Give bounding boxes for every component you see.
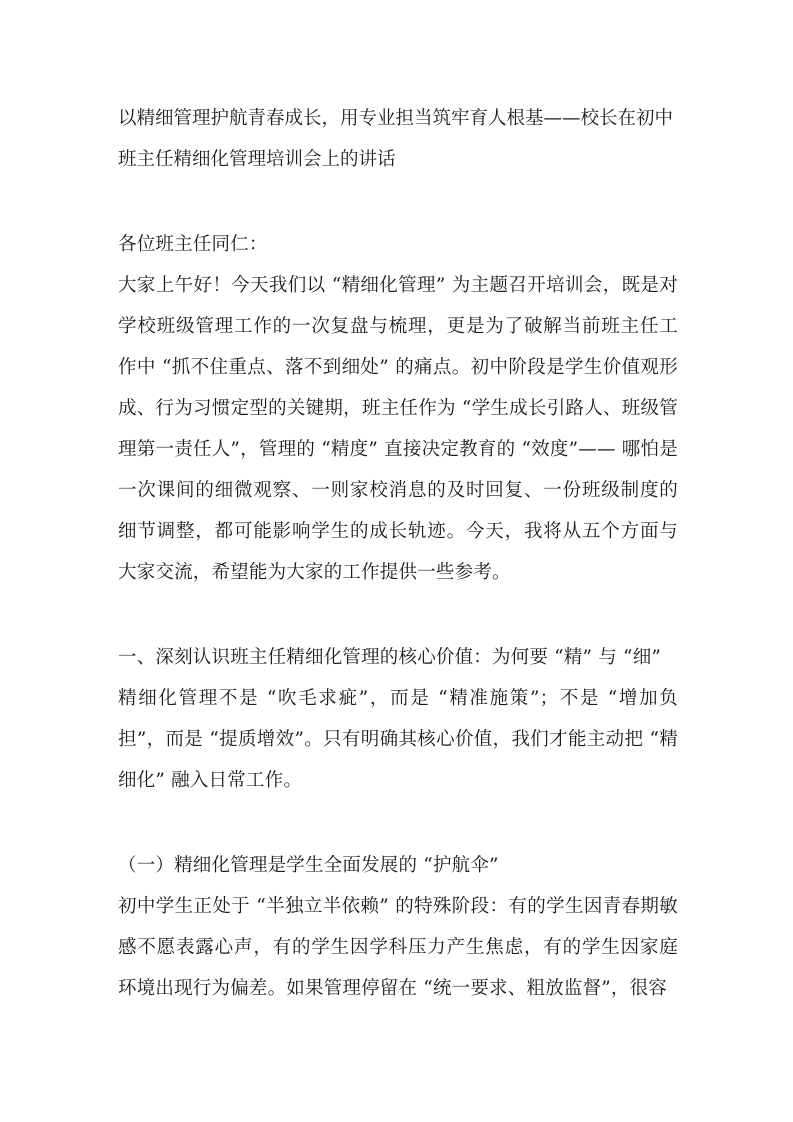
section-paragraph: 精细化管理不是 “吹毛求疵”，而是 “精准施策”；不是 “增加负担”，而是 “提质增效”。只有明确其核心价值，我们才能主动把 “精细化” 融入日常工作。 xyxy=(118,688,678,791)
intro-block xyxy=(118,224,678,593)
salutation: 各位班主任同仁： xyxy=(118,234,268,255)
subsection-heading: （一）精细化管理是学生全面发展的 “护航伞” xyxy=(118,855,499,876)
subsection-paragraph: 初中学生正处于 “半独立半依赖” 的特殊阶段：有的学生因青春期敏感不愿表露心声，有的学生因学科压力产生焦虑，有的学生因家庭环境出现行为偏差。如果管理停留在 “统一要求、粗放监督”，很容 xyxy=(118,896,678,999)
subsection-1-1 xyxy=(118,845,678,1009)
spacer xyxy=(118,593,678,637)
spacer xyxy=(118,801,678,845)
title-block xyxy=(118,98,678,180)
section-1 xyxy=(118,637,678,801)
intro-paragraph: 大家上午好！今天我们以 “精细化管理” 为主题召开培训会，既是对学校班级管理工作的一次复盘与梳理，更是为了破解当前班主任工作中 “抓不住重点、落不到细处” 的痛点。初中阶段是学生价值观形成、行为习惯定型的关键期，班主任作为 “学生成长引路人、班级管理第一责任人”，管理的 “精度” 直接决定教育的 “效度”—— 哪怕是一次课间的细微观察、一则家校消息的及时回复、一份班级制度的细节调整，都可能影响学生的成长轨迹。今天，我将从五个方面与大家交流，希望能为大家的工作提供一些参考。 xyxy=(118,275,678,583)
document-page xyxy=(118,98,678,1009)
spacer xyxy=(118,180,678,224)
section-heading: 一、深刻认识班主任精细化管理的核心价值：为何要 “精” 与 “细” xyxy=(118,647,662,668)
document-title: 以精细管理护航青春成长，用专业担当筑牢育人根基——校长在初中班主任精细化管理培训会上的讲话 xyxy=(118,108,674,170)
